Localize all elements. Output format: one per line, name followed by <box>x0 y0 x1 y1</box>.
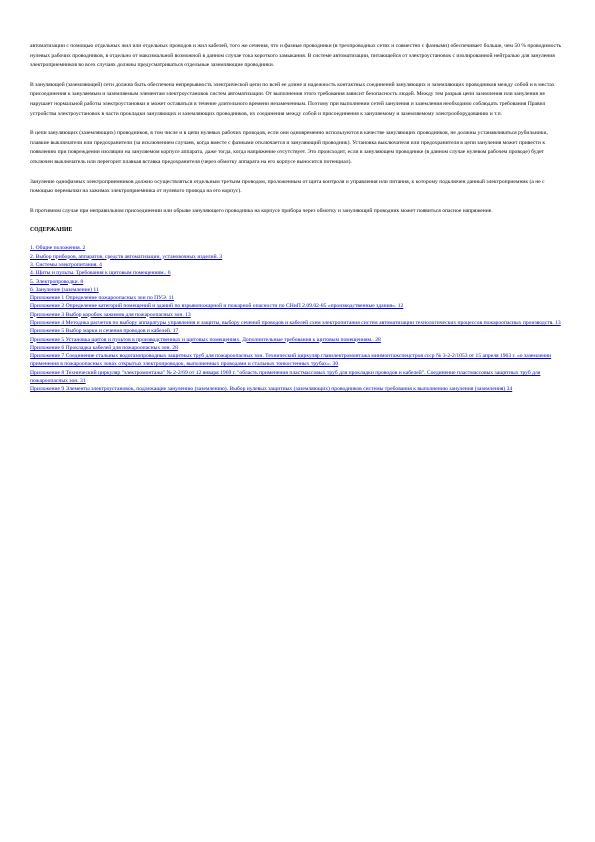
toc-item <box>30 302 568 310</box>
table-of-contents <box>30 244 568 393</box>
body-paragraph: В цепи зануляющих (заземляющих) проводников, в том числе и в цепи нулевых рабочих проводов, если они одновременно используются в качестве зануляющих проводников, не должны устанавливаться рубильники, плавкие выключатели или предохранители (за исключением случаев, когда вместе с фазными отключается и зануляющий проводник). Установка выключателя или предохранителя в цепи зануления может привести к появлению при повреждении изоляции на зануляемом корпусе аппарата, даже тогда, когда напряжение отсутствует. Это происходит, если в зануляющем проводнике (в данном случае нулевом рабочем проводе) будет отключен выключатель или перегорит плавкая вставка предохранителя (через обмотку аппарата на его корпусе выносится потенциал). <box>30 130 548 165</box>
toc-link[interactable]: 5. Электропроводки. 8 <box>30 278 84 285</box>
toc-item <box>30 352 568 369</box>
body-paragraph: автоматизации с помощью отдельных жил или отдельных проводов и жил кабелей, того же сечения, что и фазные проводники (в трехпроводных сетях и совместно с фазными) обеспечивает больше, чем 50 % проводимость нулевых рабочих проводников, в отдельно от максимальной возможной в данном случае тока короткого замыкания. В системе автоматизации, питающейся от электроустановок с изолированной нейтралью для зануления электроприемников во всех случаях должны предусматриваться отдельные заземляющие проводники. <box>30 43 562 69</box>
toc-item <box>30 294 568 302</box>
toc-item <box>30 261 568 269</box>
toc-link[interactable]: Приложение 8 Технический циркуляр "электромонтажа" № 2-2/69 от 12 января 1969 г. "область применения пластмассовых труб для прокладки проводов и кабелей". Соединение пластмассовых защитных труб для пожароопасных зон. 31 <box>30 369 541 385</box>
toc-link[interactable]: 4. Щиты и пульты. Требования к щитовым помещениям.. 6 <box>30 270 171 277</box>
toc-item <box>30 269 568 277</box>
toc-heading: СОДЕРЖАНИЕ <box>30 227 73 234</box>
toc-item <box>30 336 568 344</box>
toc-item <box>30 286 568 294</box>
document-page <box>30 42 568 394</box>
toc-item <box>30 253 568 261</box>
toc-link[interactable]: Приложение 3 Выбор коробок зажимов для пожароопасных зон. 13 <box>30 311 191 318</box>
body-paragraph: В противном случае при неправильном присоединении или обрыве зануляющего проводника на корпусе прибора через обмотку и зануляющий проводник может появиться опасное напряжение. <box>30 207 493 214</box>
toc-item <box>30 244 568 252</box>
toc-item <box>30 344 568 352</box>
toc-link[interactable]: 1. Общие положения. 2 <box>30 245 86 252</box>
toc-link[interactable]: Приложение 4 Методика расчетов по выбору аппаратуры управления и защиты, выбору сечений проводов и кабелей схем электропитания систем автоматизации технологических процессов пожароопасных производств. 13 <box>30 319 561 326</box>
toc-link[interactable]: Приложение 6 Прокладка кабелей для пожароопасных зон. 28 <box>30 344 178 351</box>
toc-link[interactable]: Приложение 1 Определение пожароопасных зон по ПУЭ. 11 <box>30 295 174 302</box>
toc-item <box>30 369 568 386</box>
toc-item <box>30 311 568 319</box>
toc-item <box>30 278 568 286</box>
toc-link[interactable]: Приложение 2 Определение категорий помещений и зданий по взрывопожарной и пожарной опасности по СНиП 2.09.02-85 «производственные здания». 12 <box>30 303 404 310</box>
toc-link[interactable]: 6. Зануление (заземление) 11 <box>30 286 99 293</box>
toc-link[interactable]: Приложение 5 Выбор марки и сечения проводов и кабелей. 17 <box>30 328 179 335</box>
toc-item <box>30 327 568 335</box>
toc-link[interactable]: Приложение 5 Установка щитов и пультов в производственных и щитовых помещениях. Дополнительные требования к щитовым помещениям.. 28 <box>30 336 381 343</box>
body-paragraph: Зануление однофазных электроприемников должно осуществляться отдельным третьим проводом, проложенным от щита контроля и управления или питания, к которому подключен данный электроприемник (а не с помощью перемычки на зажимах электроприемника от нулевого провода на его корпус). <box>30 178 545 195</box>
toc-link[interactable]: 2. Выбор приборов, аппаратов, средств автоматизации, установочных изделий. 3 <box>30 253 223 260</box>
toc-link[interactable]: Приложение 9 Элементы электроустановок, подлежащие занулению (заземлению). Выбор нулевых защитных (заземляющих) проводников системы требования к выполнению зануления (заземления) 34 <box>30 386 513 393</box>
body-paragraph: В зануляющей (заземляющей) сети должна быть обеспечена непрерывность электрической цепи по всей ее длине и надежность контактных соединений зануляющих и заземляющих проводников между собой и в местах присоединения к зануляемым и заземляемым элементам электроустановок систем автоматизации. От выполнения этого требования зависит безопасность людей. Между тем разрыв цепи заземления или зануления не нарушает нормальной работы электроустановки и может оставаться в течение длительного времени незамеченным. Поэтому при выполнении сетей зануления и заземления необходимо соблюдать требования Правил устройства электроустановок в части прокладки зануляющих и заземляющих проводников, их соединения между собой и присоединения к зануляемому и заземляемому электрооборудованию и т.п. <box>30 81 555 117</box>
toc-item <box>30 385 568 393</box>
toc-link[interactable]: 3. Системы электропитания. 4 <box>30 261 102 268</box>
toc-item <box>30 319 568 327</box>
toc-link[interactable]: Приложение 7 Соединение стальных водогазопроводных защитных труб для пожароопасных зон. Технический циркуляр главэлектромонтажа минмонтажспецстроя ссср № 3-2-2/1053 от 15 апреля 1963 г. «о заземлении применения в пожароопасных зонах открытых электропроводок, выполненных проводами и стальных тонкостенных трубах». 30 <box>30 353 552 368</box>
